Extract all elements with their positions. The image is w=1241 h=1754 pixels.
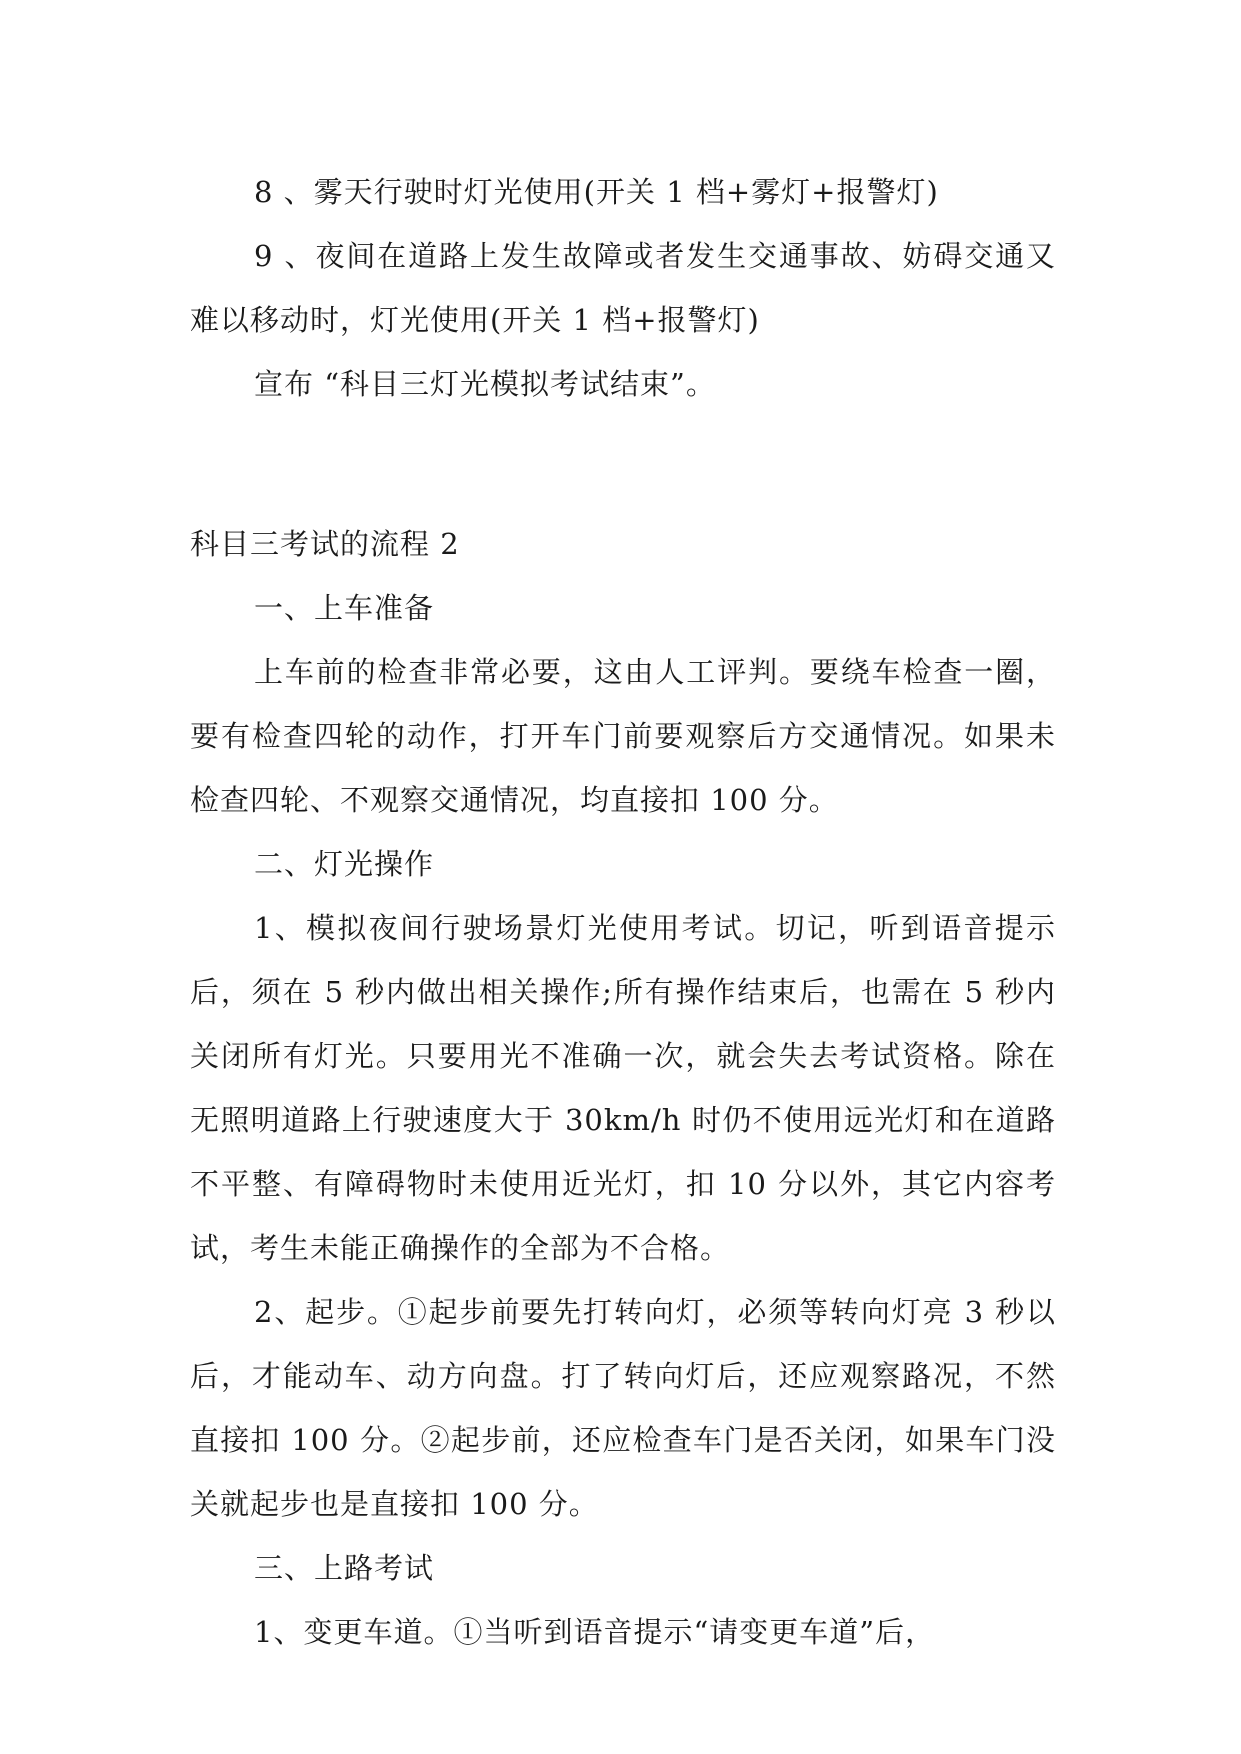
- paragraph-lane-change: 1、变更车道。①当听到语音提示“请变更车道”后，: [254, 1615, 936, 1649]
- paragraph-starting: 2、起步。①起步前要先打转向灯，必须等转向灯亮 3 秒以后，才能动车、动方向盘。打了转向灯后，还应观察路况，不然直接扣 100 分。②起步前，还应检查车门是否关闭，如果车门没关就起步也是直接扣 100 分。: [190, 1295, 1056, 1521]
- section-title: 科目三考试的流程 2: [190, 527, 460, 561]
- paragraph-announcement: 宣布 “科目三灯光模拟考试结束”。: [254, 367, 716, 401]
- heading-boarding-prep: 一、上车准备: [254, 591, 435, 625]
- heading-light-operation: 二、灯光操作: [254, 847, 435, 881]
- section-spacer: [190, 416, 1056, 512]
- heading-road-test: 三、上路考试: [254, 1551, 435, 1585]
- paragraph-item-8: 8 、雾天行驶时灯光使用(开关 1 档+雾灯+报警灯): [254, 175, 939, 209]
- paragraph-boarding-check: 上车前的检查非常必要，这由人工评判。要绕车检查一圈，要有检查四轮的动作，打开车门前要观察后方交通情况。如果未检查四轮、不观察交通情况，均直接扣 100 分。: [190, 655, 1056, 817]
- paragraph-light-simulation: 1、模拟夜间行驶场景灯光使用考试。切记，听到语音提示后，须在 5 秒内做出相关操作;所有操作结束后，也需在 5 秒内关闭所有灯光。只要用光不准确一次，就会失去考试资格。除在无照明道路上行驶速度大于 30km/h 时仍不使用远光灯和在道路不平整、有障碍物时未使用近光灯，扣 10 分以外，其它内容考试，考生未能正确操作的全部为不合格。: [190, 911, 1056, 1265]
- document-body: [190, 160, 1056, 1664]
- paragraph-item-9: 9 、夜间在道路上发生故障或者发生交通事故、妨碍交通又难以移动时，灯光使用(开关 1 档+报警灯): [190, 239, 1056, 337]
